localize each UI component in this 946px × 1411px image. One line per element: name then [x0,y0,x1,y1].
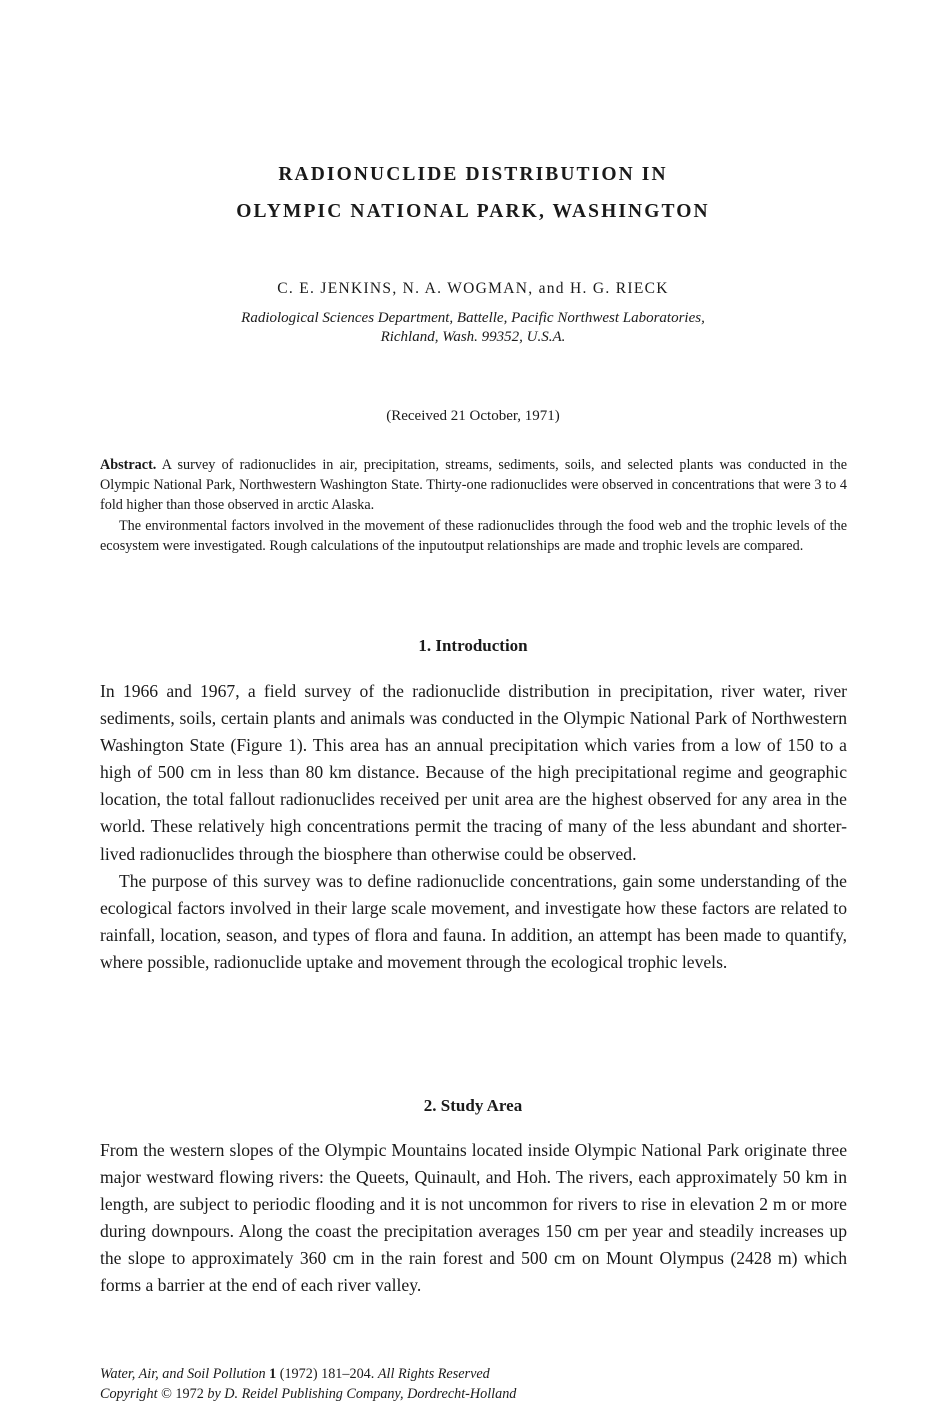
copyright-symbol: © [157,1386,176,1402]
abstract-label: Abstract. [100,457,157,473]
publisher-name: by D. Reidel Publishing Company, Dordrecht-Holland [203,1386,517,1402]
footer-copyright-line [100,1384,847,1404]
introduction-paragraph-2: The purpose of this survey was to define radionuclide concentrations, gain some understanding of the ecological factors involved in their large scale movement, and investigate how these factors are related to rainfall, location, season, and types of flora and fauna. In addition, an attempt has been made to quantify, where possible, radionuclide uptake and movement through the ecological trophic levels. [100,870,847,972]
title-line-1: RADIONUCLIDE DISTRIBUTION IN [278,164,668,185]
abstract-text-1: A survey of radionuclides in air, precipitation, streams, sediments, soils, and selected plants was conducted in the Olympic National Park, Northwestern Washington State. Thirty-one radionuclides were observed in concentrations that were 3 to 4 fold higher than those observed in arctic Alaska. [100,457,847,514]
introduction-paragraph-1: In 1966 and 1967, a field survey of the radionuclide distribution in precipitation, river water, river sediments, soils, certain plants and animals was conducted in the Olympic National Park of Northwestern Washington State (Figure 1). This area has an annual precipitation which varies from a low of 150 to a high of 500 cm in less than 80 km distance. Because of the high precipitational regime and geographic location, the total fallout radionuclides received per unit area are the highest observed for any area in the world. These relatively high concentrations permit the tracing of many of the less abundant and shorter-lived radionuclides through the biosphere than otherwise could be observed. [100,681,847,864]
journal-pages: (1972) 181–204. [276,1366,378,1382]
rights-statement: All Rights Reserved [377,1366,490,1382]
author-list: C. E. JENKINS, N. A. WOGMAN, and H. G. RIECK [277,280,669,297]
affiliation-line-2: Richland, Wash. 99352, U.S.A. [380,329,566,345]
footer-citation-line [100,1364,847,1384]
section-heading-study-area: 2. Study Area [423,1096,523,1115]
introduction-body [100,678,847,976]
copyright-year: 1972 [175,1386,204,1402]
received-date: (Received 21 October, 1971) [386,408,560,424]
copyright-prefix: Copyright [100,1386,158,1402]
journal-name: Water, Air, and Soil Pollution [100,1366,266,1382]
abstract-paragraph-1 [100,455,847,516]
study-area-paragraph-1: From the western slopes of the Olympic Mountains located inside Olympic National Park originate three major westward flowing rivers: the Queets, Quinault, and Hoh. The rivers, each approximately 50 km in length, are subject to periodic flooding and it is not uncommon for rivers to rise in elevation 2 m or more during downpours. Along the coast the precipitation averages 150 cm per year and steadily increases up the slope to approximately 360 cm in the rain forest and 500 cm on Mount Olympus (2428 m) which forms a barrier at the end of each river valley. [100,1140,847,1296]
study-area-body [100,1137,847,1300]
abstract-paragraph-2: The environmental factors involved in the movement of these radionuclides through the food web and the trophic levels of the ecosystem were investigated. Rough calculations of the inputoutput relationships are made and trophic levels are compared. [100,517,847,554]
affiliation-line-1: Radiological Sciences Department, Battelle, Pacific Northwest Laboratories, [241,310,705,326]
journal-volume: 1 [265,1366,277,1382]
abstract [100,455,847,556]
title-line-2: OLYMPIC NATIONAL PARK, WASHINGTON [236,201,710,222]
section-heading-introduction: 1. Introduction [418,636,528,655]
page-footer [100,1364,847,1404]
